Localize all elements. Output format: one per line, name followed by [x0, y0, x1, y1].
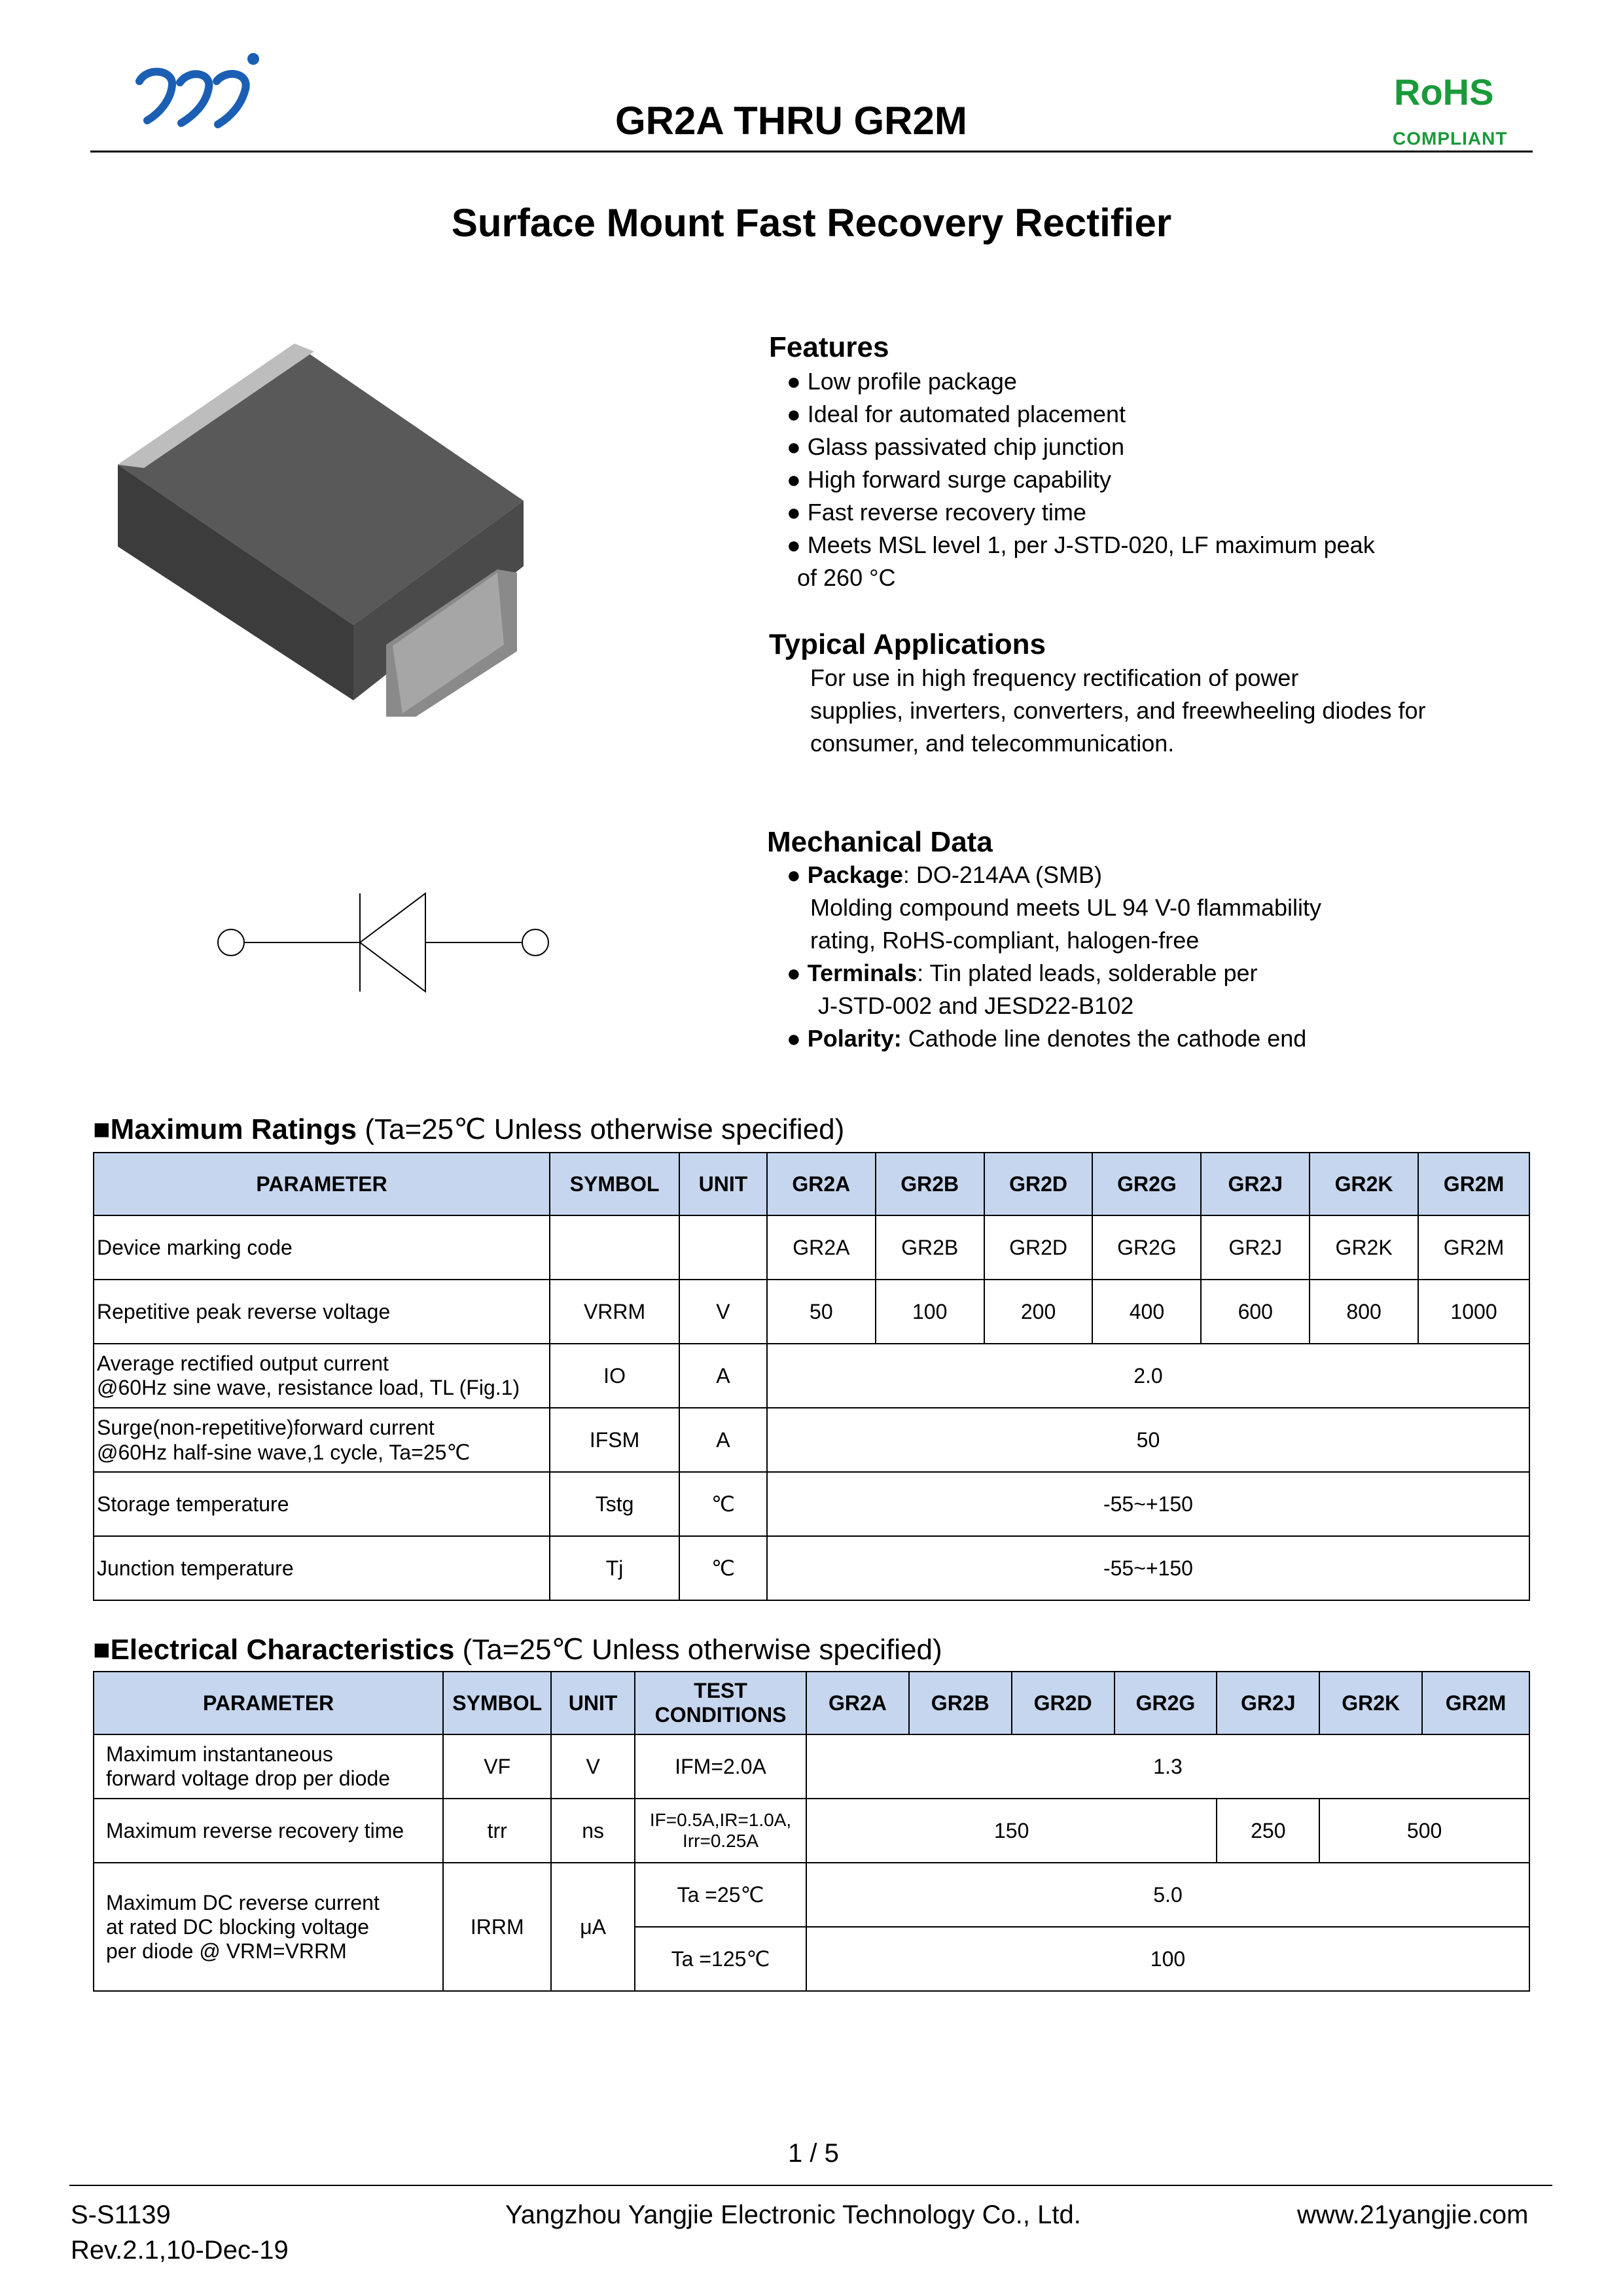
symbol-cell: trr	[443, 1799, 551, 1863]
feature-item: ● Low profile package	[787, 365, 1375, 398]
col-header: GR2G	[1092, 1153, 1201, 1215]
value-cell: -55~+150	[767, 1536, 1529, 1600]
value-cell: GR2G	[1092, 1215, 1201, 1280]
value-cell: 1.3	[806, 1734, 1529, 1799]
symbol-cell: VF	[443, 1734, 551, 1799]
value-cell: 2.0	[767, 1344, 1529, 1408]
page-number: 1 / 5	[788, 2139, 839, 2168]
company-logo	[134, 47, 265, 132]
param-line: Maximum instantaneous	[106, 1742, 333, 1766]
max-ratings-title: ■Maximum Ratings	[93, 1113, 357, 1145]
table-row	[94, 1863, 1529, 1927]
value-cell: 50	[767, 1408, 1529, 1472]
value-cell: GR2A	[767, 1215, 876, 1280]
value-cell: 500	[1319, 1799, 1529, 1863]
col-header: GR2A	[767, 1153, 876, 1215]
value-cell: 800	[1310, 1280, 1418, 1344]
package-line: Molding compound meets UL 94 V-0 flammability	[810, 894, 1322, 921]
table-row	[94, 1408, 1529, 1472]
param-cell: Device marking code	[94, 1215, 550, 1280]
value-cell: GR2B	[876, 1215, 984, 1280]
condition-line: IF=0.5A,IR=1.0A,	[649, 1810, 792, 1830]
col-header: UNIT	[679, 1153, 767, 1215]
unit-cell: V	[551, 1734, 635, 1799]
header-title: GR2A THRU GR2M	[615, 99, 967, 143]
param-cell	[94, 1344, 550, 1408]
col-header: GR2J	[1217, 1672, 1319, 1734]
doc-id: S-S1139	[71, 2200, 171, 2229]
col-header: GR2M	[1418, 1153, 1529, 1215]
feature-item: ● High forward surge capability	[787, 463, 1375, 496]
param-line: at rated DC blocking voltage	[106, 1914, 369, 1939]
elec-table	[93, 1671, 1530, 1992]
value-cell: GR2J	[1201, 1215, 1310, 1280]
col-header: GR2B	[909, 1672, 1012, 1734]
col-header: GR2K	[1310, 1153, 1418, 1215]
symbol-cell: IRRM	[443, 1863, 551, 1991]
polarity-label: Polarity:	[807, 1025, 902, 1052]
table-row	[94, 1536, 1529, 1600]
col-header: SYMBOL	[443, 1672, 551, 1734]
value-cell: 600	[1201, 1280, 1310, 1344]
unit-cell: V	[679, 1280, 767, 1344]
param-line: per diode @ VRM=VRRM	[106, 1939, 347, 1963]
param-line: Maximum DC reverse current	[106, 1890, 380, 1914]
table-row	[94, 1734, 1529, 1799]
package-label: Package	[807, 861, 903, 888]
col-header: GR2J	[1201, 1153, 1310, 1215]
elec-heading	[93, 1633, 942, 1666]
smb-package-image	[105, 337, 530, 717]
value-cell: 5.0	[806, 1863, 1529, 1927]
features-heading: Features	[769, 331, 889, 363]
feature-item: ● Ideal for automated placement	[787, 398, 1375, 431]
condition-cell: IFM=2.0A	[635, 1734, 806, 1799]
footer-rule	[69, 2185, 1552, 2186]
col-header: GR2M	[1422, 1672, 1529, 1734]
param-line: forward voltage drop per diode	[106, 1767, 391, 1790]
param-cell	[94, 1734, 443, 1799]
param-cell	[94, 1863, 443, 1991]
value-cell: GR2K	[1310, 1215, 1418, 1280]
col-header: GR2A	[806, 1672, 909, 1734]
value-cell: 200	[984, 1280, 1093, 1344]
feature-item: ● Glass passivated chip junction	[787, 431, 1375, 463]
unit-cell: ℃	[679, 1536, 767, 1600]
param-cell: Maximum reverse recovery time	[94, 1799, 443, 1863]
table-row	[94, 1280, 1529, 1344]
col-header: GR2K	[1319, 1672, 1422, 1734]
feature-item: ● Fast reverse recovery time	[787, 496, 1375, 529]
diode-symbol	[213, 887, 553, 998]
col-header: GR2D	[984, 1153, 1093, 1215]
company-name: Yangzhou Yangjie Electronic Technology Co., Ltd.	[505, 2200, 1081, 2229]
doc-revision: Rev.2.1,10-Dec-19	[71, 2236, 289, 2265]
terminals-label: Terminals	[807, 960, 918, 986]
table-row	[94, 1799, 1529, 1863]
unit-cell	[679, 1215, 767, 1280]
value-cell: 150	[806, 1799, 1217, 1863]
page-title: Surface Mount Fast Recovery Rectifier	[451, 201, 1172, 245]
value-cell: 100	[806, 1927, 1529, 1991]
terminals-value: : Tin plated leads, solderable per	[917, 960, 1258, 986]
applications-line: supplies, inverters, converters, and freewheeling diodes for	[810, 697, 1426, 724]
package-value: : DO-214AA (SMB)	[902, 861, 1102, 888]
symbol-cell: VRRM	[550, 1280, 679, 1344]
unit-cell: A	[679, 1408, 767, 1472]
col-header: UNIT	[551, 1672, 635, 1734]
value-cell: 400	[1092, 1280, 1201, 1344]
value-cell: 1000	[1418, 1280, 1529, 1344]
unit-cell: μA	[551, 1863, 635, 1991]
elec-title: ■Electrical Characteristics	[93, 1634, 455, 1666]
param-line: Average rectified output current	[97, 1352, 389, 1375]
param-line: @60Hz sine wave, resistance load, TL (Fig.1)	[97, 1376, 520, 1399]
condition-cell	[635, 1799, 806, 1863]
param-cell	[94, 1408, 550, 1472]
value-cell: 100	[876, 1280, 984, 1344]
mechanical-list	[787, 859, 1321, 1055]
value-cell: GR2M	[1418, 1215, 1529, 1280]
value-cell: GR2D	[984, 1215, 1093, 1280]
col-header: GR2B	[876, 1153, 984, 1215]
symbol-cell: Tj	[550, 1536, 679, 1600]
feature-item: ● Meets MSL level 1, per J-STD-020, LF maximum peak	[787, 529, 1375, 562]
condition-cell: Ta =125℃	[635, 1927, 806, 1991]
elec-condition: (Ta=25℃ Unless otherwise specified)	[462, 1634, 942, 1666]
unit-cell: ℃	[679, 1472, 767, 1536]
table-row	[94, 1215, 1529, 1280]
unit-cell: ns	[551, 1799, 635, 1863]
header-rule	[90, 151, 1533, 152]
value-cell: -55~+150	[767, 1472, 1529, 1536]
param-cell: Storage temperature	[94, 1472, 550, 1536]
applications-line: For use in high frequency rectification of power	[810, 664, 1299, 691]
applications-heading: Typical Applications	[769, 628, 1046, 660]
param-line: @60Hz half-sine wave,1 cycle, Ta=25℃	[97, 1440, 471, 1464]
compliant-label: COMPLIANT	[1393, 128, 1508, 149]
package-item: ● Package: DO-214AA (SMB)	[787, 861, 1102, 888]
feature-item-continuation: of 260 °C	[797, 564, 896, 591]
polarity-item: ● Polarity: Cathode line denotes the cathode end	[787, 1025, 1307, 1052]
symbol-cell	[550, 1215, 679, 1280]
max-ratings-table	[93, 1152, 1530, 1601]
value-cell: 250	[1217, 1799, 1319, 1863]
condition-cell: Ta =25℃	[635, 1863, 806, 1927]
rohs-label: RoHS	[1394, 71, 1494, 113]
symbol-cell: IFSM	[550, 1408, 679, 1472]
terminals-item: ● Terminals: Tin plated leads, solderable per	[787, 960, 1258, 986]
col-header: TEST CONDITIONS	[635, 1672, 806, 1734]
company-website: www.21yangjie.com	[1297, 2200, 1529, 2229]
max-ratings-heading	[93, 1113, 844, 1146]
features-list	[787, 365, 1375, 594]
table-row	[94, 1344, 1529, 1408]
param-cell: Repetitive peak reverse voltage	[94, 1280, 550, 1344]
col-header: GR2D	[1012, 1672, 1115, 1734]
condition-line: Irr=0.25A	[683, 1831, 758, 1851]
param-line: Surge(non-repetitive)forward current	[97, 1415, 435, 1439]
param-cell: Junction temperature	[94, 1536, 550, 1600]
package-line: rating, RoHS-compliant, halogen-free	[810, 927, 1200, 954]
unit-cell: A	[679, 1344, 767, 1408]
terminals-line: J-STD-002 and JESD22-B102	[818, 992, 1134, 1019]
symbol-cell: Tstg	[550, 1472, 679, 1536]
max-ratings-condition: (Ta=25℃ Unless otherwise specified)	[365, 1113, 845, 1145]
applications-text	[810, 662, 1426, 760]
col-header: SYMBOL	[550, 1153, 679, 1215]
col-header: PARAMETER	[94, 1672, 443, 1734]
mechanical-heading: Mechanical Data	[767, 826, 993, 858]
value-cell: 50	[767, 1280, 876, 1344]
polarity-value: Cathode line denotes the cathode end	[901, 1025, 1307, 1052]
col-header: PARAMETER	[94, 1153, 550, 1215]
applications-line: consumer, and telecommunication.	[810, 730, 1175, 757]
symbol-cell: IO	[550, 1344, 679, 1408]
col-header: GR2G	[1115, 1672, 1217, 1734]
table-row	[94, 1472, 1529, 1536]
